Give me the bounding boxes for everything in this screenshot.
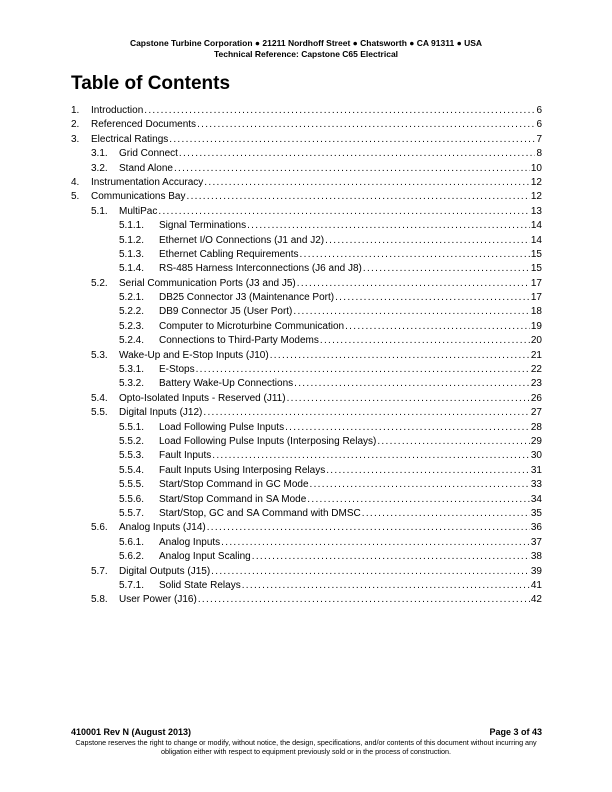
toc-entry[interactable] xyxy=(71,176,542,190)
toc-entry-number: 3. xyxy=(71,133,80,145)
toc-entry-line xyxy=(91,190,542,204)
toc-dot-leader xyxy=(242,579,530,593)
toc-entry-page: 10 xyxy=(530,162,542,176)
toc-entry-page: 23 xyxy=(530,377,542,391)
toc-entry[interactable] xyxy=(71,219,542,233)
toc-entry-line xyxy=(119,392,542,406)
toc-entry-number: 1. xyxy=(71,105,80,116)
toc-entry-line xyxy=(159,262,542,276)
toc-entry-line xyxy=(159,305,542,319)
toc-entry-line xyxy=(159,435,542,449)
toc-entry-number: 5.3. xyxy=(91,349,108,361)
toc-entry[interactable] xyxy=(71,565,542,579)
toc-dot-leader xyxy=(320,334,530,348)
toc-entry-line xyxy=(159,507,542,521)
toc-entry-number: 5.6.1. xyxy=(119,536,145,548)
toc-dot-leader xyxy=(270,349,530,363)
toc-entry[interactable] xyxy=(71,579,542,593)
toc-dot-leader xyxy=(363,262,530,276)
toc-entry-page: 13 xyxy=(530,205,542,219)
toc-entry[interactable] xyxy=(71,248,542,262)
toc-entry-number: 5.7.1. xyxy=(119,579,145,591)
toc-entry-page: 12 xyxy=(530,190,542,204)
footer-page-number: Page 3 of 43 xyxy=(489,727,542,737)
toc-entry-number: 5.4. xyxy=(91,392,108,404)
toc-dot-leader xyxy=(294,377,530,391)
toc-entry-line xyxy=(159,536,542,550)
toc-entry[interactable] xyxy=(71,363,542,377)
toc-entry[interactable] xyxy=(71,277,542,291)
toc-dot-leader xyxy=(158,205,530,219)
toc-dot-leader xyxy=(325,234,530,248)
toc-entry-page: 28 xyxy=(530,421,542,435)
toc-entry[interactable] xyxy=(71,421,542,435)
toc-entry[interactable] xyxy=(71,262,542,276)
toc-entry-number: 5.2.2. xyxy=(119,306,145,318)
toc-dot-leader xyxy=(326,464,530,478)
toc-entry-page: 6 xyxy=(535,104,542,118)
toc-entry-number: 5.6. xyxy=(91,522,108,534)
toc-entry-number: 5.1.3. xyxy=(119,248,145,260)
toc-entry-line xyxy=(119,277,542,291)
toc-entry-number: 2. xyxy=(71,119,80,131)
toc-entry-number: 5.5.2. xyxy=(119,435,145,447)
toc-entry-number: 5.5.7. xyxy=(119,507,145,519)
toc-entry-number: 5.5.6. xyxy=(119,493,145,505)
toc-entry-title: Load Following Pulse Inputs (Interposing Relays) xyxy=(159,435,377,449)
toc-entry-line xyxy=(119,147,542,161)
toc-dot-leader xyxy=(179,147,536,161)
toc-entry-title: Computer to Microturbine Communication xyxy=(159,320,345,334)
footer-disclaimer: Capstone reserves the right to change or modify, without notice, the design, specifications, and/or contents of this document without incurring any obligation either with respect to equipment previously sold or in the process of construction. xyxy=(75,738,537,756)
toc-entry[interactable] xyxy=(71,334,542,348)
toc-entry-page: 17 xyxy=(530,291,542,305)
table-of-contents xyxy=(71,104,542,608)
toc-entry-number: 5.5.4. xyxy=(119,464,145,476)
toc-entry-number: 5.5. xyxy=(91,407,108,419)
toc-entry-title: Introduction xyxy=(91,104,144,118)
toc-entry-number: 3.2. xyxy=(91,162,108,174)
footer-document-id: 410001 Rev N (August 2013) xyxy=(71,727,192,737)
toc-entry[interactable] xyxy=(71,406,542,420)
toc-entry-page: 7 xyxy=(535,133,542,147)
toc-entry-page: 34 xyxy=(530,493,542,507)
toc-entry[interactable] xyxy=(71,464,542,478)
toc-entry-number: 5.8. xyxy=(91,594,108,606)
toc-entry-page: 27 xyxy=(530,406,542,420)
toc-entry-page: 18 xyxy=(530,305,542,319)
toc-entry-title: Analog Input Scaling xyxy=(159,550,252,564)
toc-dot-leader xyxy=(204,176,530,190)
toc-entry-page: 29 xyxy=(530,435,542,449)
toc-entry-title: Instrumentation Accuracy xyxy=(91,176,204,190)
toc-entry-line xyxy=(159,248,542,262)
toc-entry[interactable] xyxy=(71,162,542,176)
toc-entry-page: 37 xyxy=(530,536,542,550)
toc-dot-leader xyxy=(221,536,530,550)
toc-entry-number: 5.1.1. xyxy=(119,220,145,232)
toc-entry[interactable] xyxy=(71,205,542,219)
page-title: Table of Contents xyxy=(71,73,231,94)
toc-entry-page: 31 xyxy=(530,464,542,478)
toc-entry-number: 4. xyxy=(71,176,80,188)
toc-entry-title: Stand Alone xyxy=(119,162,174,176)
toc-entry-line xyxy=(159,493,542,507)
toc-entry-title: Start/Stop, GC and SA Command with DMSC xyxy=(159,507,362,521)
toc-entry[interactable] xyxy=(71,133,542,147)
toc-dot-leader xyxy=(293,305,529,319)
toc-entry-title: Grid Connect xyxy=(119,147,179,161)
toc-entry[interactable] xyxy=(71,305,542,319)
toc-entry-number: 5.7. xyxy=(91,565,108,577)
toc-entry-page: 22 xyxy=(530,363,542,377)
toc-entry-page: 39 xyxy=(530,565,542,579)
toc-entry-line xyxy=(119,565,542,579)
toc-entry-number: 5.1.4. xyxy=(119,263,145,275)
toc-entry-page: 15 xyxy=(530,262,542,276)
toc-entry[interactable] xyxy=(71,507,542,521)
toc-entry-number: 5.6.2. xyxy=(119,551,145,563)
toc-entry[interactable] xyxy=(71,104,542,118)
toc-entry-title: Wake-Up and E-Stop Inputs (J10) xyxy=(119,349,270,363)
toc-entry-title: E-Stops xyxy=(159,363,196,377)
toc-entry-line xyxy=(159,579,542,593)
toc-entry[interactable] xyxy=(71,234,542,248)
toc-entry-number: 5.3.1. xyxy=(119,364,145,376)
toc-entry-number: 5.2.3. xyxy=(119,320,145,332)
toc-entry-title: Load Following Pulse Inputs xyxy=(159,421,285,435)
toc-entry-title: Fault Inputs Using Interposing Relays xyxy=(159,464,326,478)
toc-entry[interactable] xyxy=(71,593,542,607)
toc-entry-title: Connections to Third-Party Modems xyxy=(159,334,320,348)
toc-entry-title: Start/Stop Command in GC Mode xyxy=(159,478,310,492)
toc-dot-leader xyxy=(144,104,535,118)
toc-entry[interactable] xyxy=(71,521,542,535)
toc-entry-line xyxy=(91,133,542,147)
toc-entry-line xyxy=(159,320,542,334)
toc-entry-page: 33 xyxy=(530,478,542,492)
toc-entry-title: Analog Inputs (J14) xyxy=(119,521,207,535)
toc-entry-page: 21 xyxy=(530,349,542,363)
toc-entry-title: Start/Stop Command in SA Mode xyxy=(159,493,307,507)
toc-entry-line xyxy=(159,449,542,463)
toc-entry-line xyxy=(159,464,542,478)
toc-entry-number: 5.3.2. xyxy=(119,378,145,390)
toc-entry-page: 19 xyxy=(530,320,542,334)
toc-entry-line xyxy=(159,478,542,492)
toc-entry[interactable] xyxy=(71,349,542,363)
toc-entry[interactable] xyxy=(71,291,542,305)
toc-entry-line xyxy=(159,219,542,233)
toc-entry-number: 5.1. xyxy=(91,205,108,217)
toc-entry-title: User Power (J16) xyxy=(119,593,198,607)
toc-entry-page: 6 xyxy=(535,118,542,132)
toc-entry-page: 8 xyxy=(535,147,542,161)
toc-dot-leader xyxy=(297,277,530,291)
toc-entry[interactable] xyxy=(71,536,542,550)
toc-entry-page: 12 xyxy=(530,176,542,190)
toc-entry-title: DB25 Connector J3 (Maintenance Port) xyxy=(159,291,335,305)
toc-entry-page: 15 xyxy=(530,248,542,262)
toc-dot-leader xyxy=(169,133,535,147)
toc-entry-title: Battery Wake-Up Connections xyxy=(159,377,294,391)
toc-entry[interactable] xyxy=(71,478,542,492)
toc-dot-leader xyxy=(211,565,530,579)
toc-entry[interactable] xyxy=(71,435,542,449)
toc-dot-leader xyxy=(287,392,530,406)
toc-entry-line xyxy=(159,377,542,391)
toc-dot-leader xyxy=(197,118,535,132)
toc-entry-title: Communications Bay xyxy=(91,190,186,204)
toc-dot-leader xyxy=(377,435,530,449)
toc-entry-title: Fault Inputs xyxy=(159,449,212,463)
toc-entry-title: Digital Inputs (J12) xyxy=(119,406,203,420)
toc-entry-number: 5.2.1. xyxy=(119,292,145,304)
toc-entry-line xyxy=(159,363,542,377)
header-company-line: Capstone Turbine Corporation ● 21211 Nordhoff Street ● Chatsworth ● CA 91311 ● USA xyxy=(129,38,483,48)
toc-entry-page: 38 xyxy=(530,550,542,564)
toc-dot-leader xyxy=(186,190,529,204)
toc-entry-number: 3.1. xyxy=(91,148,108,160)
page-header xyxy=(0,38,612,60)
toc-entry-line xyxy=(119,521,542,535)
toc-entry-line xyxy=(119,205,542,219)
toc-entry-page: 14 xyxy=(530,219,542,233)
toc-entry-title: Electrical Ratings xyxy=(91,133,169,147)
toc-entry-page: 36 xyxy=(530,521,542,535)
toc-dot-leader xyxy=(310,478,530,492)
toc-dot-leader xyxy=(203,406,530,420)
toc-entry-title: Serial Communication Ports (J3 and J5) xyxy=(119,277,297,291)
toc-entry-title: Solid State Relays xyxy=(159,579,242,593)
toc-dot-leader xyxy=(362,507,530,521)
toc-dot-leader xyxy=(307,493,530,507)
toc-entry[interactable] xyxy=(71,190,542,204)
toc-entry[interactable] xyxy=(71,377,542,391)
toc-entry-number: 5.1.2. xyxy=(119,234,145,246)
toc-entry-number: 5.2. xyxy=(91,277,108,289)
toc-entry[interactable] xyxy=(71,493,542,507)
toc-entry-page: 41 xyxy=(530,579,542,593)
toc-entry-page: 35 xyxy=(530,507,542,521)
toc-dot-leader xyxy=(285,421,530,435)
toc-entry-title: Signal Terminations xyxy=(159,219,247,233)
toc-entry-title: DB9 Connector J5 (User Port) xyxy=(159,305,293,319)
toc-entry[interactable] xyxy=(71,392,542,406)
toc-entry-title: Digital Outputs (J15) xyxy=(119,565,211,579)
toc-entry-number: 5.5.5. xyxy=(119,479,145,491)
toc-dot-leader xyxy=(212,449,530,463)
toc-entry-title: Opto-Isolated Inputs - Reserved (J11) xyxy=(119,392,287,406)
toc-entry-line xyxy=(119,349,542,363)
toc-dot-leader xyxy=(198,593,530,607)
header-reference-line: Technical Reference: Capstone C65 Electrical xyxy=(213,49,399,59)
toc-entry-line xyxy=(159,291,542,305)
toc-entry-page: 14 xyxy=(530,234,542,248)
toc-entry-line xyxy=(119,406,542,420)
toc-dot-leader xyxy=(207,521,530,535)
toc-entry-page: 42 xyxy=(530,593,542,607)
toc-dot-leader xyxy=(252,550,530,564)
toc-dot-leader xyxy=(300,248,530,262)
toc-entry-title: Analog Inputs xyxy=(159,536,221,550)
toc-entry[interactable] xyxy=(71,118,542,132)
toc-entry-title: Ethernet I/O Connections (J1 and J2) xyxy=(159,234,325,248)
toc-entry-line xyxy=(159,550,542,564)
toc-entry-line xyxy=(159,234,542,248)
toc-entry-number: 5.5.1. xyxy=(119,421,145,433)
toc-entry-number: 5. xyxy=(71,191,80,203)
toc-entry-page: 30 xyxy=(530,449,542,463)
toc-dot-leader xyxy=(335,291,530,305)
toc-entry-page: 26 xyxy=(530,392,542,406)
toc-entry-number: 5.5.3. xyxy=(119,450,145,462)
toc-entry-line xyxy=(119,162,542,176)
toc-entry-line xyxy=(159,334,542,348)
toc-entry-title: Referenced Documents xyxy=(91,118,197,132)
toc-dot-leader xyxy=(345,320,530,334)
toc-entry[interactable] xyxy=(71,449,542,463)
toc-entry-page: 17 xyxy=(530,277,542,291)
toc-entry-line xyxy=(91,176,542,190)
toc-entry-title: Ethernet Cabling Requirements xyxy=(159,248,300,262)
toc-entry[interactable] xyxy=(71,320,542,334)
toc-entry-line xyxy=(91,118,542,132)
toc-entry[interactable] xyxy=(71,550,542,564)
toc-dot-leader xyxy=(174,162,530,176)
toc-dot-leader xyxy=(196,363,530,377)
toc-dot-leader xyxy=(247,219,530,233)
toc-entry-line xyxy=(159,421,542,435)
toc-entry-line xyxy=(119,593,542,607)
toc-entry-title: RS-485 Harness Interconnections (J6 and J8) xyxy=(159,262,363,276)
toc-entry[interactable] xyxy=(71,147,542,161)
toc-entry-title: MultiPac xyxy=(119,205,158,219)
toc-entry-number: 5.2.4. xyxy=(119,335,145,347)
toc-entry-line xyxy=(91,104,542,118)
toc-entry-page: 20 xyxy=(530,334,542,348)
